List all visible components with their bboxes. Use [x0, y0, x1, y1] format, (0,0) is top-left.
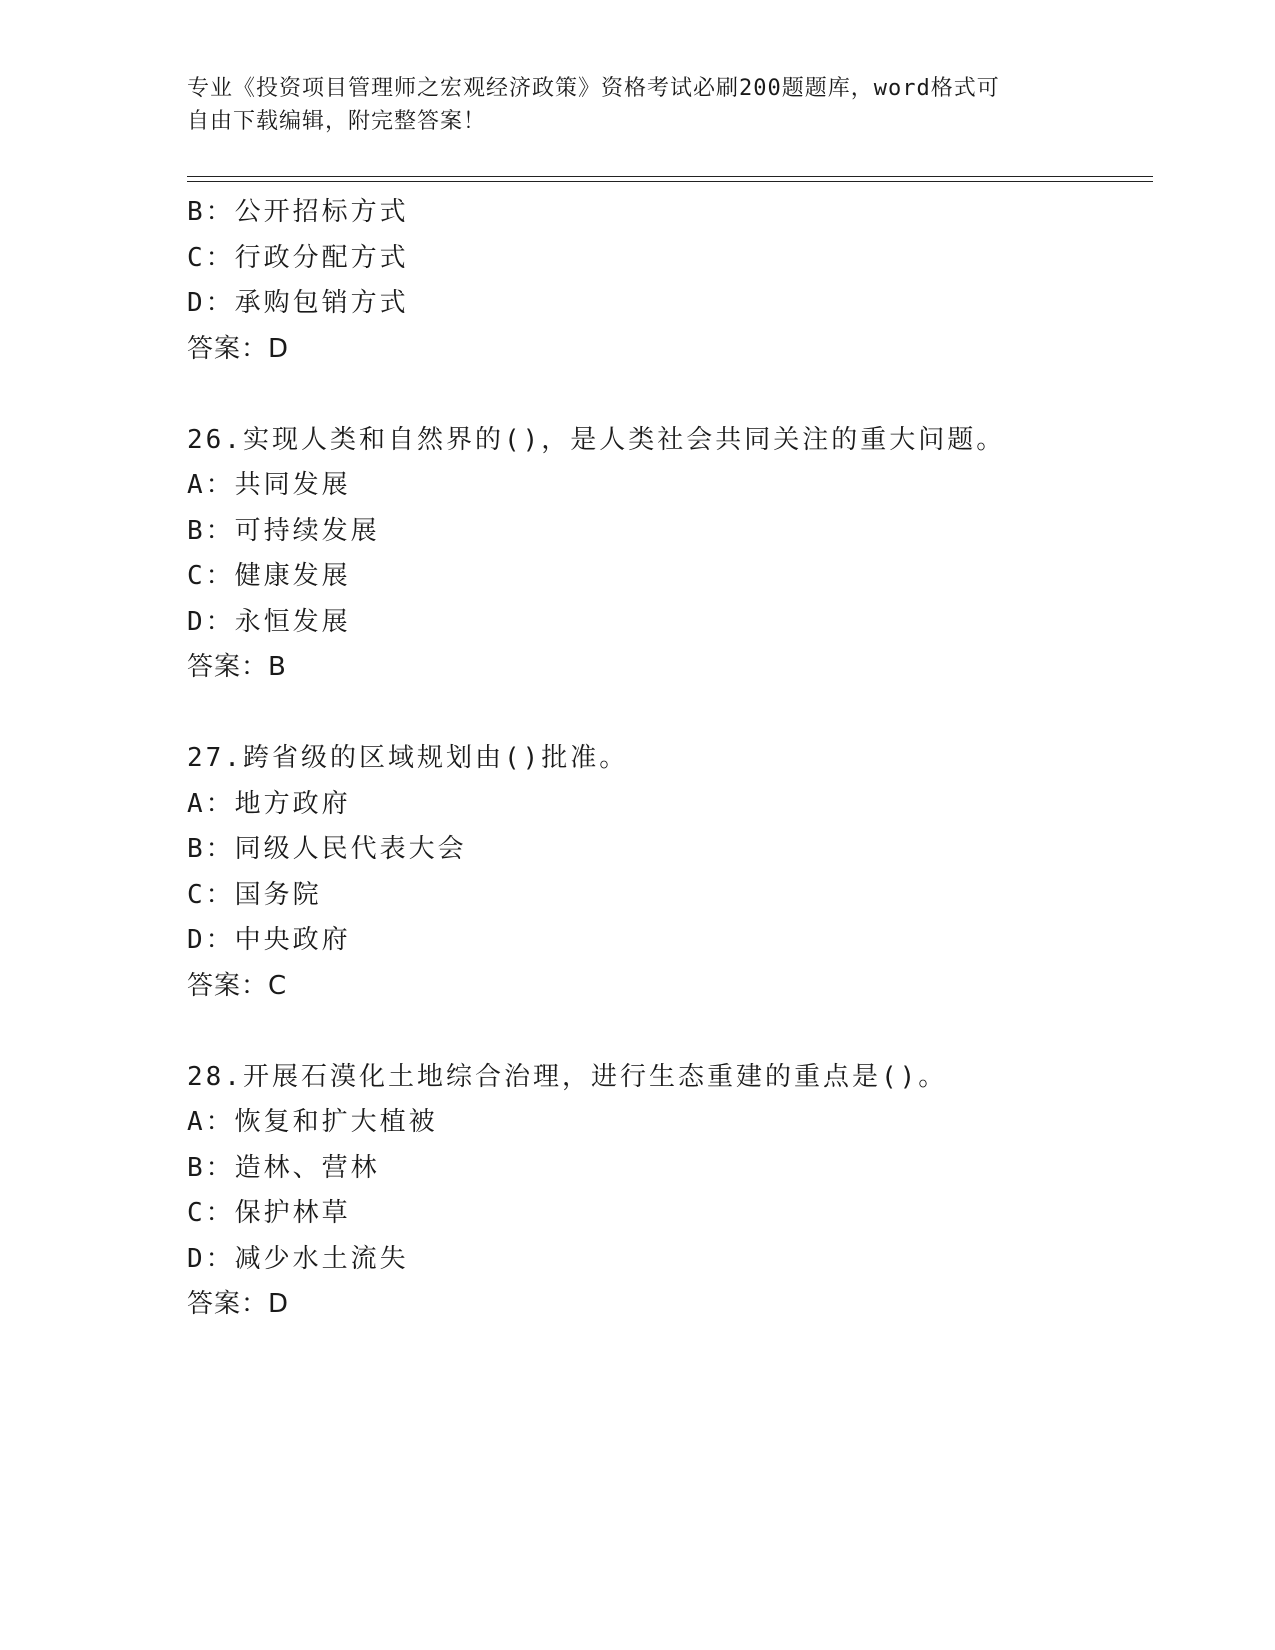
answer: 答案：D: [187, 1289, 290, 1319]
option-d: D：减少水土流失: [187, 1243, 409, 1274]
option-d: D：中央政府: [187, 925, 351, 955]
option-c: C：行政分配方式: [187, 242, 409, 273]
header-line-2: 自由下载编辑，附完整答案！: [187, 109, 487, 134]
answer: 答案：D: [187, 333, 290, 364]
question-26: [187, 418, 1153, 691]
question-25: [187, 190, 1153, 372]
spacer: [187, 372, 1153, 418]
option-c: C：健康发展: [187, 561, 351, 591]
answer: 答案：C: [187, 970, 288, 1001]
option-c: C：国务院: [187, 879, 322, 910]
spacer: [187, 691, 1153, 737]
question-28: [187, 1055, 1153, 1328]
option-a: A：地方政府: [187, 788, 351, 819]
question-text: 26.实现人类和自然界的()，是人类社会共同关注的重大问题。: [187, 424, 1006, 455]
option-b: B：同级人民代表大会: [187, 834, 467, 864]
header-divider-top: [187, 176, 1153, 177]
question-text: 28.开展石漠化土地综合治理，进行生态重建的重点是()。: [187, 1061, 948, 1092]
question-list: [187, 190, 1153, 1328]
option-b: B：造林、营林: [187, 1152, 380, 1183]
option-a: A：共同发展: [187, 470, 351, 500]
question-27: [187, 736, 1153, 1009]
option-a: A：恢复和扩大植被: [187, 1107, 438, 1137]
question-text: 27.跨省级的区域规划由()批准。: [187, 743, 629, 773]
option-d: D：永恒发展: [187, 606, 351, 637]
option-b: B：可持续发展: [187, 515, 380, 546]
document-header: [187, 72, 1067, 138]
answer: 答案：B: [187, 652, 287, 682]
spacer: [187, 1009, 1153, 1055]
option-c: C：保护林草: [187, 1198, 351, 1228]
option-b: B：公开招标方式: [187, 197, 409, 227]
option-d: D：承购包销方式: [187, 288, 409, 318]
header-divider-bottom: [187, 181, 1153, 182]
header-line-1: 专业《投资项目管理师之宏观经济政策》资格考试必刷200题题库，word格式可: [187, 76, 1000, 101]
